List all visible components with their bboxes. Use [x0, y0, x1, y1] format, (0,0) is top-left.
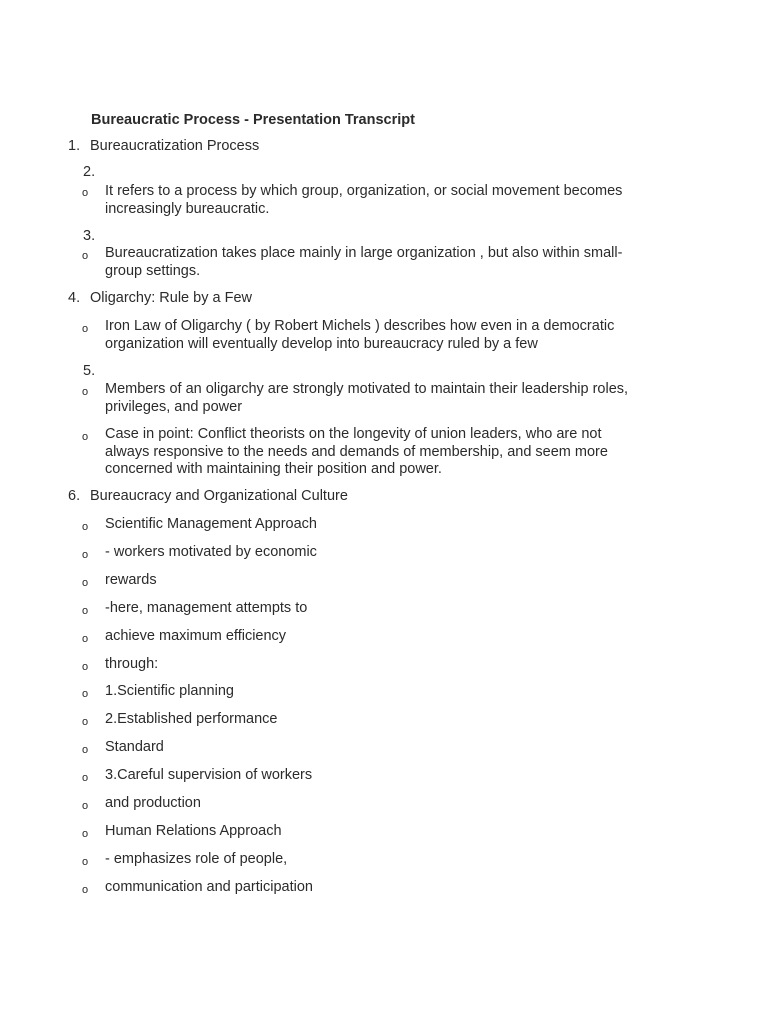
bullet-text: Standard [105, 739, 164, 755]
bullet-text: communication and participation [105, 879, 313, 895]
bullet-text: Human Relations Approach [105, 823, 282, 839]
bullet-marker: o [82, 884, 89, 896]
bullet-marker: o [82, 605, 89, 617]
list-number: 2. [83, 164, 96, 180]
bullet-text: It refers to a process by which group, organization, or social movement becomes increasingly bureaucratic. [105, 183, 623, 217]
list-number: 4. [68, 290, 81, 306]
bullet-text: rewards [105, 572, 157, 588]
bullet-marker: o [82, 250, 89, 262]
list-heading: Oligarchy: Rule by a Few [90, 290, 252, 306]
bullet-marker: o [82, 577, 89, 589]
bullet-text: Case in point: Conflict theorists on the longevity of union leaders, who are not always responsive to the needs and demands of membership, and seem more concerned with maintaining their position and power. [105, 426, 608, 477]
bullet-marker: o [82, 856, 89, 868]
bullet-marker: o [82, 716, 89, 728]
list-heading: Bureaucracy and Organizational Culture [90, 488, 348, 504]
bullet-text: Scientific Management Approach [105, 516, 317, 532]
list-number: 5. [83, 363, 96, 379]
bullet-text: through: [105, 656, 159, 672]
bullet-text: 1.Scientific planning [105, 683, 234, 699]
page-title: Bureaucratic Process - Presentation Transcript [91, 112, 415, 128]
bullet-text: Bureaucratization takes place mainly in large organization , but also within small-group settings. [105, 245, 623, 279]
bullet-marker: o [82, 661, 89, 673]
bullet-marker: o [82, 549, 89, 561]
bullet-marker: o [82, 431, 89, 443]
bullet-marker: o [82, 633, 89, 645]
bullet-marker: o [82, 187, 89, 199]
bullet-text: - emphasizes role of people, [105, 851, 288, 867]
list-heading: Bureaucratization Process [90, 138, 260, 154]
list-number: 1. [68, 138, 81, 154]
bullet-text: -here, management attempts to [105, 600, 308, 616]
bullet-marker: o [82, 323, 89, 335]
bullet-marker: o [82, 828, 89, 840]
bullet-marker: o [82, 688, 89, 700]
bullet-text: 2.Established performance [105, 711, 278, 727]
bullet-marker: o [82, 521, 89, 533]
bullet-marker: o [82, 800, 89, 812]
bullet-text: and production [105, 795, 201, 811]
bullet-text: - workers motivated by economic [105, 544, 317, 560]
bullet-text: 3.Careful supervision of workers [105, 767, 313, 783]
bullet-marker: o [82, 386, 89, 398]
bullet-text: achieve maximum efficiency [105, 628, 287, 644]
list-number: 6. [68, 488, 81, 504]
bullet-marker: o [82, 772, 89, 784]
bullet-text: Iron Law of Oligarchy ( by Robert Michels ) describes how even in a democratic organization will eventually develop into bureaucracy ruled by a few [105, 318, 615, 352]
bullet-text: Members of an oligarchy are strongly motivated to maintain their leadership roles, privileges, and power [105, 381, 629, 415]
list-number: 3. [83, 228, 96, 244]
bullet-marker: o [82, 744, 89, 756]
